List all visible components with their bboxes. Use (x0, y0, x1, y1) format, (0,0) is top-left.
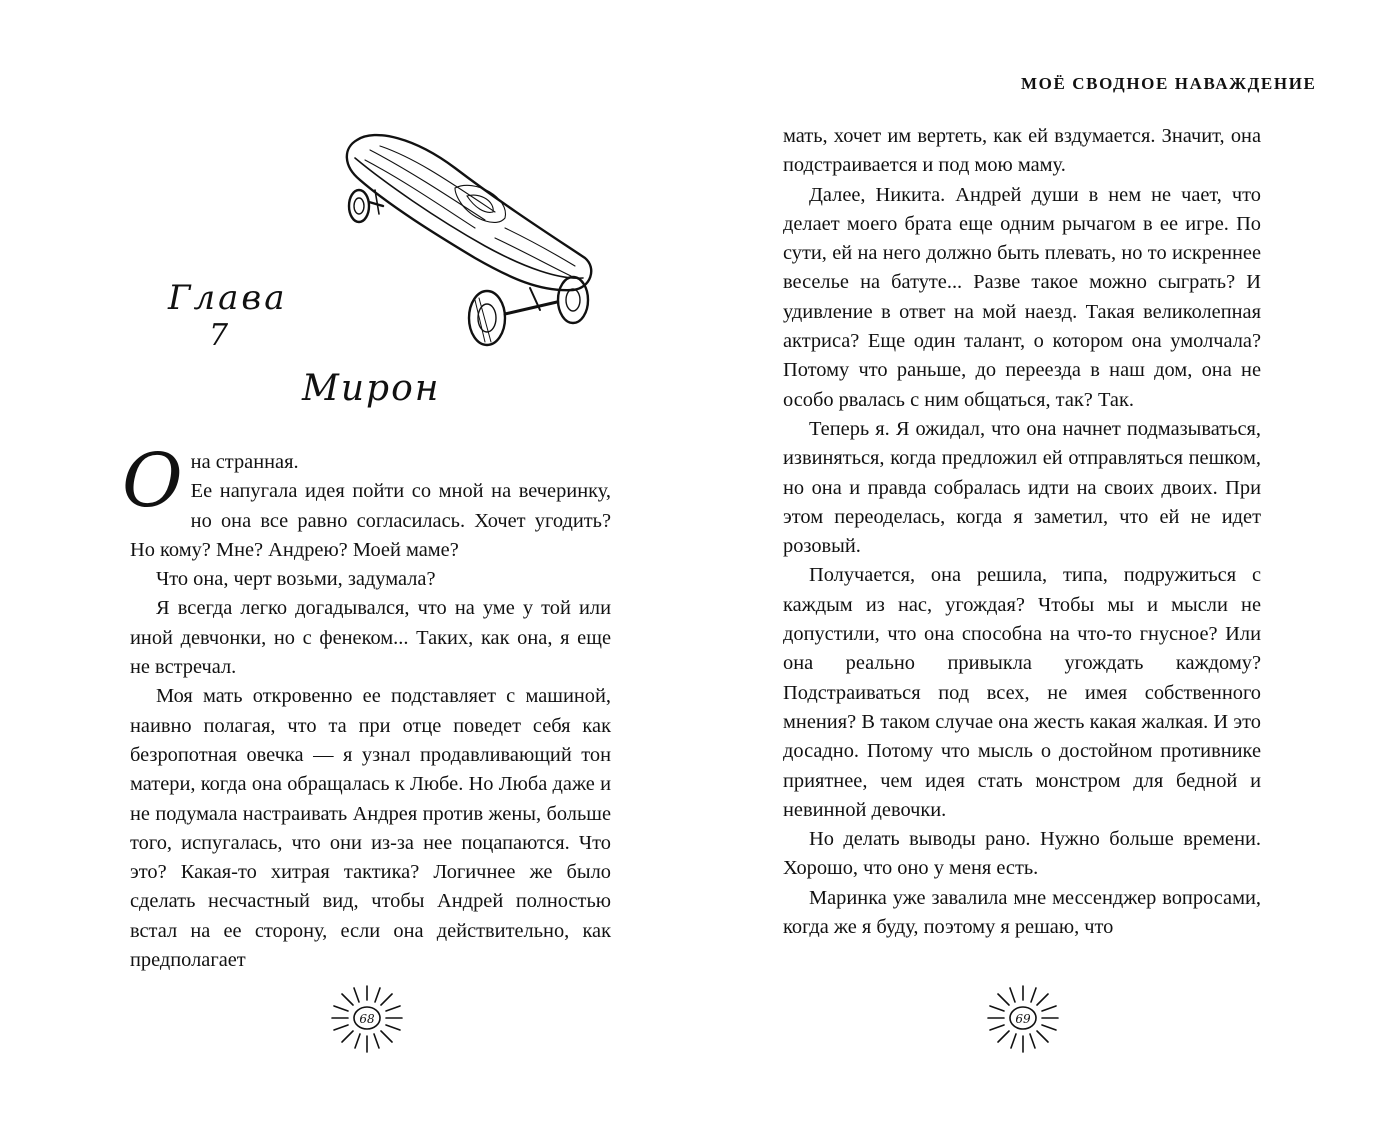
paragraph: Ее напугала идея пойти со мной на вечеринку, но она все равно согласилась. Хочет угодить? Но кому? Мне? Андрею? Моей маме? (130, 480, 611, 561)
chapter-title: Мирон (302, 368, 441, 409)
right-page: МОЁ СВОДНОЕ НАВАЖДЕНИЕ мать, хочет им вертеть, как ей вздумается. Значит, она подстраивается и под мою маму. Далее, Никита. Андрей души в нем не чает, что делает моего брата еще одним рычагом в ее игре. По сути, ей на него должно быть плевать, но то искреннее веселье на батуте... Разве такое можно сыграть? И удивление в ответ на мой наезд. Такая великолепная актриса? Еще один талант, о котором она умолчала? Потому что раньше, до переезда в наш дом, она не особо рвалась с ним общаться, так? Так. Теперь я. Я ожидал, что она начнет подмазываться, извиняться, когда предложил ей отправляться пешком, но она и правда собралась идти на своих двоих. При этом переоделась, когда я заметил, что ей не идет розовый. Получается, она решила, типа, подружиться с каждым из нас, угождая? Чтобы мы и мысли не допустили, что она способна на что-то гнусное? Или она реально привыкла угождать каждому? Подстраиваться под всех, не имея собственного мнения? В таком случае она жесть какая жалкая. И это досадно. Потому что мысль о достойном противнике приятнее, чем идея стать монстром для бедной и невинной девочки. Но делать выводы рано. Нужно больше времени. Хорошо, что оно у меня есть. Маринка уже завалила мне мессенджер вопросами, когда же я буду, поэтому я решаю, что 69 (696, 0, 1392, 1125)
paragraph: Моя мать откровенно ее подставляет с машиной, наивно полагая, что та при отце поведет себя как безропотная овечка — я узнал продавливающий тон матери, когда она обращалась к Любе. Но Люба даже и не подумала настраивать Андрея против жены, больше того, испугалась, что они из-за нее поцапаются. Что это? Какая-то хитрая тактика? Логичнее же было сделать несчастный вид, чтобы Андрей полностью встал на ее сторону, если она действительно, как предполагает (130, 685, 611, 972)
paragraph: на странная. (190, 451, 299, 473)
page-number-ornament (328, 982, 406, 1060)
right-body-text (783, 122, 1261, 942)
page-number-ornament (984, 982, 1062, 1060)
paragraph: Получается, она решила, типа, подружиться с каждым из нас, угождая? Чтобы мы и мысли не допустили, что она способна на что-то гнусное? Или она реально привыкла угождать каждому? Подстраиваться под всех, не имея собственного мнения? В таком случае она жесть какая жалкая. И это досадно. Потому что мысль о достойном противнике приятнее, чем идея стать монстром для бедной и невинной девочки. (783, 564, 1261, 821)
chapter-label: Глава (168, 278, 288, 318)
paragraph: Маринка уже завалила мне мессенджер вопросами, когда же я буду, поэтому я решаю, что (783, 886, 1261, 939)
paragraph: Я всегда легко догадывался, что на уме у той или иной девчонки, но с фенеком... Таких, как она, я еще не встречал. (130, 597, 611, 679)
skateboard-icon (335, 128, 605, 353)
drop-cap: О (122, 438, 183, 524)
paragraph: Но делать выводы рано. Нужно больше времени. Хорошо, что оно у меня есть. (783, 828, 1261, 880)
paragraph: мать, хочет им вертеть, как ей вздумается. Значит, она подстраивается и под мою маму. (783, 125, 1261, 177)
left-body-text (122, 438, 611, 975)
page-number: 69 (1015, 1012, 1031, 1026)
page-number: 68 (359, 1012, 375, 1026)
paragraph: Что она, черт возьми, задумала? (156, 568, 436, 591)
paragraph: Теперь я. Я ожидал, что она начнет подмазываться, извиняться, когда предложил ей отправляться пешком, но она и правда собралась идти на своих двоих. При этом переоделась, когда я заметил, что ей не идет розовый. (783, 417, 1261, 558)
paragraph: Далее, Никита. Андрей души в нем не чает, что делает моего брата еще одним рычагом в ее игре. По сути, ей на него должно быть плевать, но то искреннее веселье на батуте... Разве такое можно сыграть? И удивление в ответ на мой наезд. Такая великолепная актриса? Еще один талант, о котором она умолчала? Потому что раньше, до переезда в наш дом, она не особо рвалась с ним общаться, так? Так. (783, 183, 1261, 411)
chapter-number: 7 (209, 318, 229, 353)
opening-paragraph (122, 438, 611, 565)
